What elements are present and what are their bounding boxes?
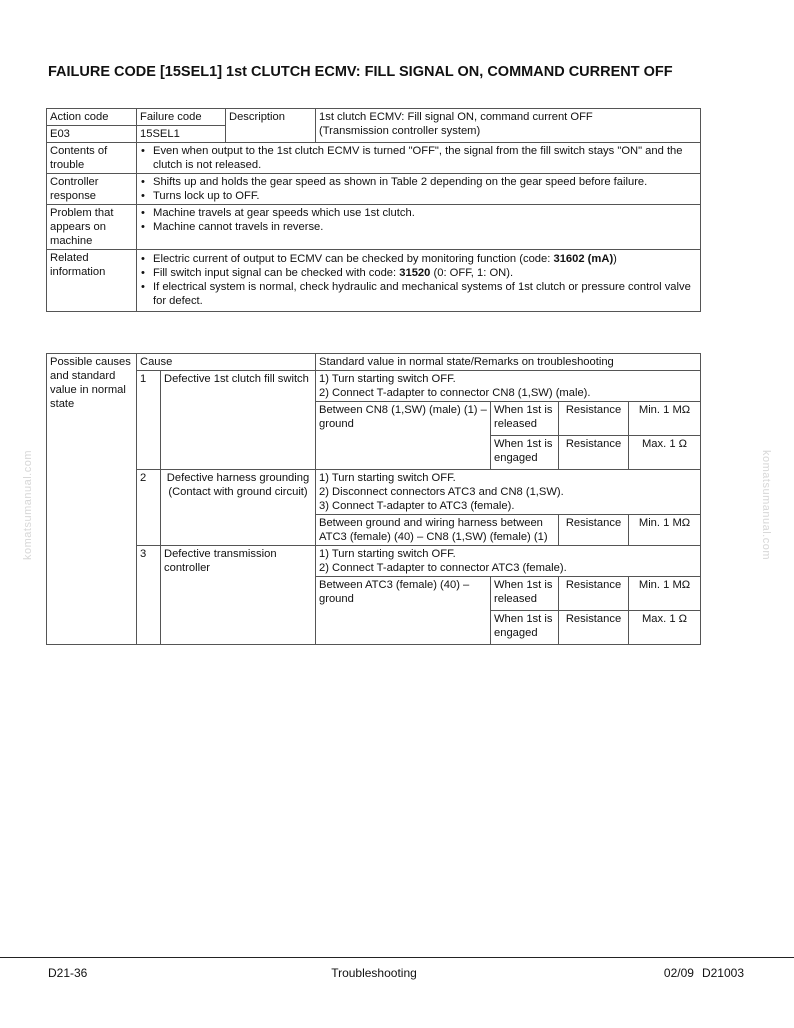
standard-value-header: Standard value in normal state/Remarks on troubleshooting (316, 354, 701, 371)
bullet-icon: • (141, 281, 145, 293)
bullet-icon: • (141, 190, 145, 202)
list-item: • Fill switch input signal can be checked with code: 31520 (0: OFF, 1: ON). (141, 267, 514, 279)
cause-header: Cause (137, 354, 316, 371)
check-item: Resistance (559, 611, 629, 645)
description-label: Description (226, 109, 316, 143)
description-value (316, 109, 701, 143)
cause-name: Defective 1st clutch fill switch (161, 371, 316, 470)
watermark-right: komatsumanual.com (760, 450, 772, 560)
failure-info-table (46, 108, 701, 312)
bullet-icon: • (141, 176, 145, 188)
problem-on-machine-value (137, 205, 701, 250)
standard-value: Max. 1 Ω (629, 611, 701, 645)
controller-response-label: Controller response (47, 174, 137, 205)
watermark-left: komatsumanual.com (22, 450, 34, 560)
list-item: • Even when output to the 1st clutch ECMV is turned "OFF", the signal from the fill switch stays "ON" and the clutch is not released. (141, 145, 683, 171)
list-item: • Electric current of output to ECMV can be checked by monitoring function (code: 31602 (mA)) (141, 253, 617, 265)
measurement-point: Between ATC3 (female) (40) – ground (316, 577, 491, 645)
possible-causes-table (46, 353, 701, 645)
standard-value: Min. 1 MΩ (629, 515, 701, 546)
related-information-value (137, 250, 701, 312)
bullet-icon: • (141, 145, 145, 157)
failure-code-label: Failure code (137, 109, 226, 126)
list-item: • If electrical system is normal, check hydraulic and mechanical systems of 1st clutch or pressure control valve for defect. (141, 281, 691, 307)
contents-of-trouble-value (137, 143, 701, 174)
standard-value: Max. 1 Ω (629, 436, 701, 470)
check-condition: When 1st is engaged (491, 436, 559, 470)
check-condition: When 1st is engaged (491, 611, 559, 645)
cause-steps: 1) Turn starting switch OFF. 2) Connect T-adapter to connector CN8 (1,SW) (male). (316, 371, 701, 402)
list-item: • Turns lock up to OFF. (141, 190, 260, 202)
monitoring-code: 31602 (mA) (553, 253, 614, 265)
description-line-2: (Transmission controller system) (319, 125, 481, 137)
cause-name: Defective harness grounding (Contact with ground circuit) (161, 470, 316, 546)
bullet-icon: • (141, 221, 145, 233)
standard-value: Min. 1 MΩ (629, 402, 701, 436)
controller-response-value (137, 174, 701, 205)
bullet-icon: • (141, 267, 145, 279)
check-item: Resistance (559, 577, 629, 611)
cause-name: Defective transmission controller (161, 546, 316, 645)
footer-divider (0, 957, 794, 958)
list-item: • Machine travels at gear speeds which use 1st clutch. (141, 207, 415, 219)
cause-number: 2 (137, 470, 161, 546)
cause-steps: 1) Turn starting switch OFF. 2) Disconnect connectors ATC3 and CN8 (1,SW). 3) Connect T-adapter to ATC3 (female). (316, 470, 701, 515)
page-title: FAILURE CODE [15SEL1] 1st CLUTCH ECMV: FILL SIGNAL ON, COMMAND CURRENT OFF (48, 64, 673, 80)
cause-steps: 1) Turn starting switch OFF. 2) Connect T-adapter to connector ATC3 (female). (316, 546, 701, 577)
measurement-point: Between CN8 (1,SW) (male) (1) – ground (316, 402, 491, 470)
action-code-value: E03 (47, 126, 137, 143)
footer-doc-info (656, 966, 744, 980)
bullet-icon: • (141, 253, 145, 265)
check-item: Resistance (559, 402, 629, 436)
possible-causes-label: Possible causes and standard value in normal state (47, 354, 137, 645)
footer-page-number: D21-36 (48, 966, 88, 980)
action-code-label: Action code (47, 109, 137, 126)
failure-code-value: 15SEL1 (137, 126, 226, 143)
footer-section: Troubleshooting (331, 966, 417, 980)
footer-date: 02/09 (663, 966, 694, 980)
bullet-icon: • (141, 207, 145, 219)
cause-number: 1 (137, 371, 161, 470)
footer-doc-code: D21003 (701, 966, 744, 980)
description-line-1: 1st clutch ECMV: Fill signal ON, command current OFF (319, 111, 593, 123)
related-information-label: Related information (47, 250, 137, 312)
measurement-point: Between ground and wiring harness between ATC3 (female) (40) – CN8 (1,SW) (female) (1) (316, 515, 559, 546)
check-condition: When 1st is released (491, 402, 559, 436)
list-item: • Shifts up and holds the gear speed as shown in Table 2 depending on the gear speed before failure. (141, 176, 648, 188)
check-condition: When 1st is released (491, 577, 559, 611)
contents-of-trouble-label: Contents of trouble (47, 143, 137, 174)
problem-on-machine-label: Problem that appears on machine (47, 205, 137, 250)
check-item: Resistance (559, 436, 629, 470)
check-item: Resistance (559, 515, 629, 546)
standard-value: Min. 1 MΩ (629, 577, 701, 611)
list-item: • Machine cannot travels in reverse. (141, 221, 324, 233)
cause-number: 3 (137, 546, 161, 645)
monitoring-code: 31520 (399, 267, 431, 279)
